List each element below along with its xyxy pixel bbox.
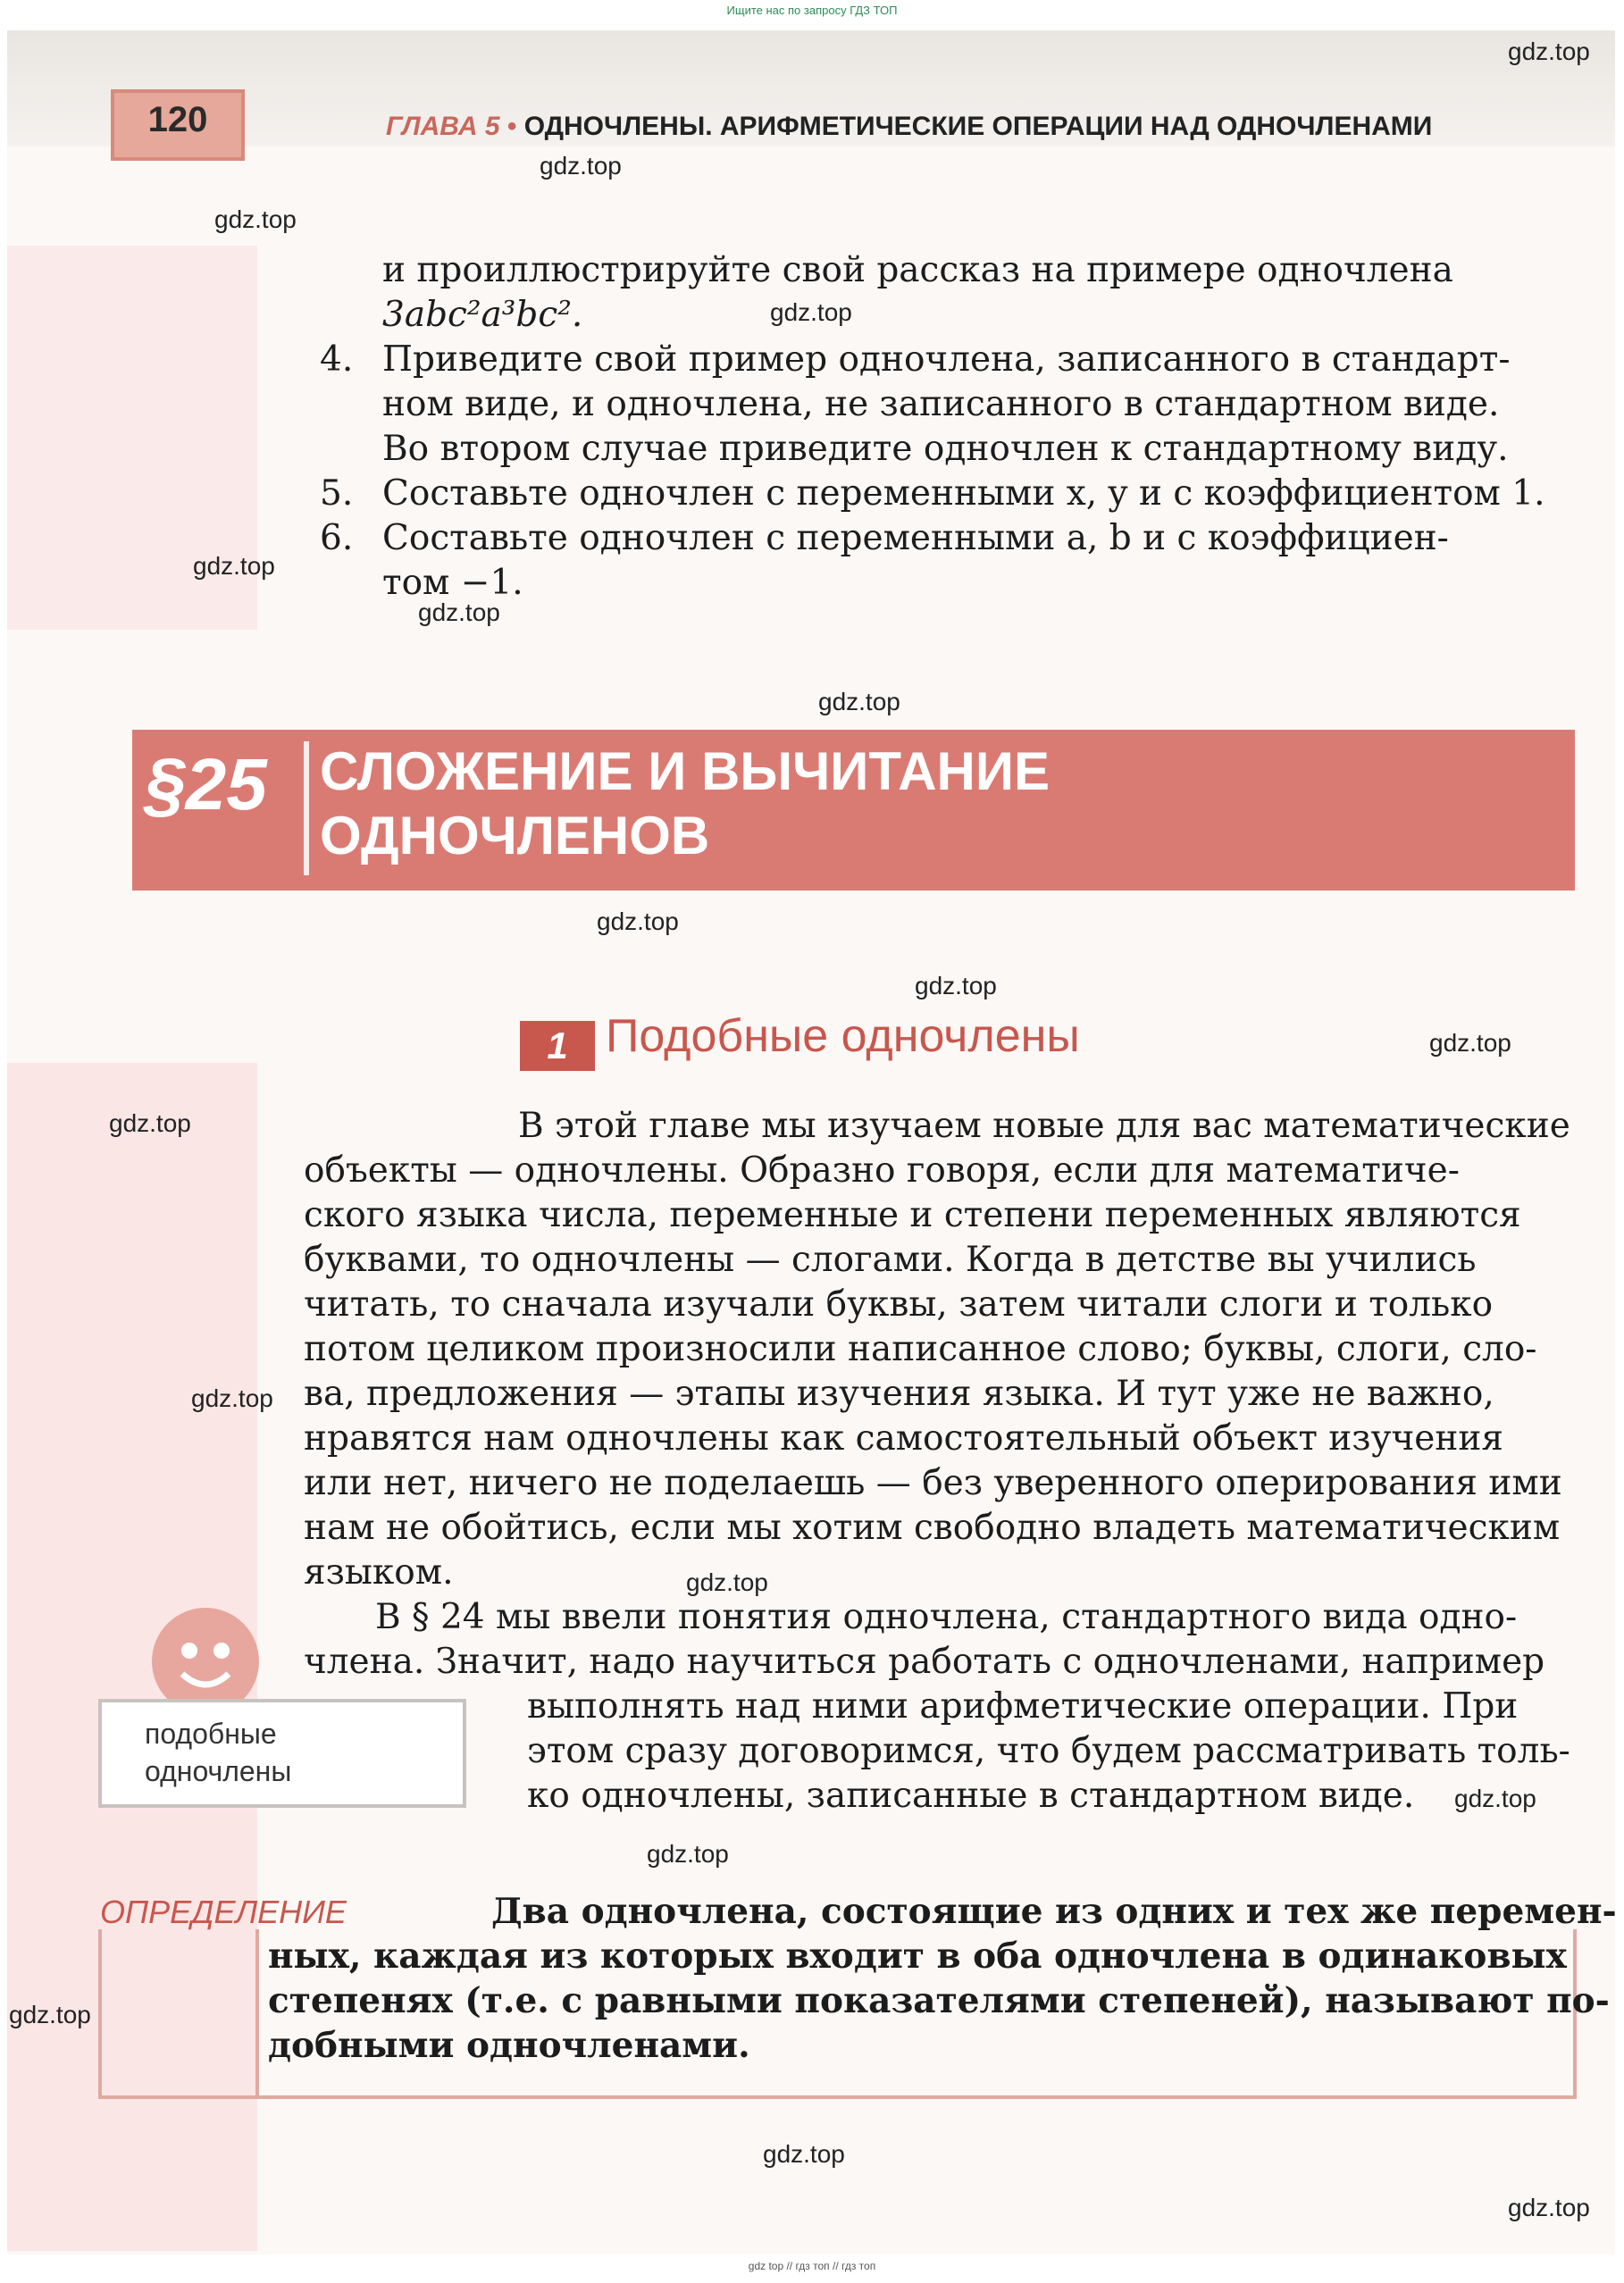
watermark: gdz.top [647,1840,729,1868]
question-5-number: 5. [320,473,354,514]
paragraph-line: языком. [304,1552,454,1593]
watermark: gdz.top [597,907,679,935]
paragraph-line: нравятся нам одночлены как самостоятельный объект изучения [304,1418,1503,1459]
section-divider [304,741,309,875]
watermark: gdz.top [214,205,297,233]
watermark: gdz.top [418,598,500,626]
definition-line: степенях (т.е. с равными показателями степеней), называют по- [268,1980,1610,2021]
chapter-label: ГЛАВА 5 [386,112,500,141]
question-6-line: Составьте одночлен с переменными a, b и с коэффициен- [382,518,1449,558]
question-3-continuation: и проиллюстрируйте свой рассказ на примере одночлена [382,250,1453,290]
question-6 [382,516,1572,606]
paragraph-2 [304,1595,1572,1819]
paragraph-line: этом сразу договоримся, что будем рассматривать толь- [527,1731,1570,1771]
question-4-line: ном виде, и одночлена, не записанного в стандартном виде. [382,384,1500,424]
definition-label: ОПРЕДЕЛЕНИЕ [100,1894,347,1930]
bottom-note: gdz top // гдз топ // гдз топ [748,2260,876,2272]
question-list [382,248,1572,338]
paragraph-line: ского языка числа, переменные и степени переменных являются [304,1195,1521,1235]
section-title [320,740,1050,868]
watermark: gdz.top [540,152,622,180]
watermark: gdz.top [9,2001,91,2028]
paragraph-line: ва, предложения — этапы изучения языка. И тут уже не важно, [304,1374,1494,1414]
watermark: gdz.top [1454,1785,1536,1812]
paragraph-line: буквами, то одночлены — слогами. Когда в детстве вы учились [304,1240,1477,1280]
paragraph-line: или нет, ничего не поделаешь — без уверенного оперирования ими [304,1463,1562,1503]
paragraph-line: объекты — одночлены. Образно говоря, если для математиче- [304,1150,1460,1191]
subsection-number: 1 [547,1024,568,1066]
paragraph-line: нам не обойтись, если мы хотим свободно владеть математическим [304,1508,1561,1548]
watermark: gdz.top [818,688,900,715]
section-title-line: ОДНОЧЛЕНОВ [320,806,710,866]
watermark: gdz.top [763,2140,845,2168]
margin-note-line: подобные [145,1718,277,1750]
watermark: gdz.top [770,298,852,326]
question-4 [382,338,1572,472]
paragraph-line: В этой главе мы изучаем новые для вас математические [518,1106,1570,1146]
definition-line: ных, каждая из которых входит в оба одночлена в одинаковых [268,1936,1567,1977]
paragraph-line: В § 24 мы ввели понятия одночлена, стандартного вида одно- [375,1597,1518,1637]
paragraph-line: выполнять над ними арифметические операции. При [527,1686,1519,1727]
margin-note-line: одночлены [145,1755,292,1787]
watermark: gdz.top [1508,38,1590,65]
watermark: gdz.top [191,1384,273,1412]
definition-line: добными одночленами. [268,2025,750,2066]
question-4-line: Приведите свой пример одночлена, записанного в стандарт- [382,339,1511,380]
paragraph-line: ко одночлены, записанные в стандартном виде. [527,1776,1415,1816]
watermark: gdz.top [193,552,275,580]
definition-text [268,1889,1617,2068]
question-6-line: том −1. [382,563,523,603]
top-note: Ищите нас по запросу ГДЗ ТОП [726,4,898,17]
chapter-header [386,112,1432,142]
paragraph-1 [304,1104,1572,1595]
chapter-bullet: • [506,112,517,141]
question-4-line: Во втором случае приведите одночлен к стандартному виду. [382,429,1509,469]
watermark: gdz.top [1508,2194,1590,2221]
watermark: gdz.top [915,972,997,999]
watermark: gdz.top [1429,1029,1511,1057]
paragraph-line: читать, то сначала изучали буквы, затем читали слоги и только [304,1284,1494,1325]
subsection-title: Подобные одночлены [606,1010,1080,1062]
question-5 [382,472,1572,516]
question-3-formula: 3abc²a³bc². [382,295,583,335]
chapter-title: ОДНОЧЛЕНЫ. АРИФМЕТИЧЕСКИЕ ОПЕРАЦИИ НАД ОДНОЧЛЕНАМИ [523,112,1433,141]
question-5-line: Составьте одночлен с переменными x, y и с коэффициентом 1. [382,473,1545,514]
question-4-number: 4. [320,339,354,380]
watermark: gdz.top [109,1109,191,1137]
watermark: gdz.top [686,1568,768,1596]
section-number: §25 [145,744,267,825]
question-6-number: 6. [320,518,354,558]
paragraph-line: члена. Значит, надо научиться работать с одночленами, например [304,1642,1545,1682]
margin-note [145,1715,291,1790]
definition-line: Два одночлена, состоящие из одних и тех же перемен- [491,1891,1617,1932]
page-number: 120 [147,100,208,139]
paragraph-line: потом целиком произносили написанное слово; буквы, слоги, сло- [304,1329,1537,1369]
section-title-line: СЛОЖЕНИЕ И ВЫЧИТАНИЕ [320,741,1051,801]
